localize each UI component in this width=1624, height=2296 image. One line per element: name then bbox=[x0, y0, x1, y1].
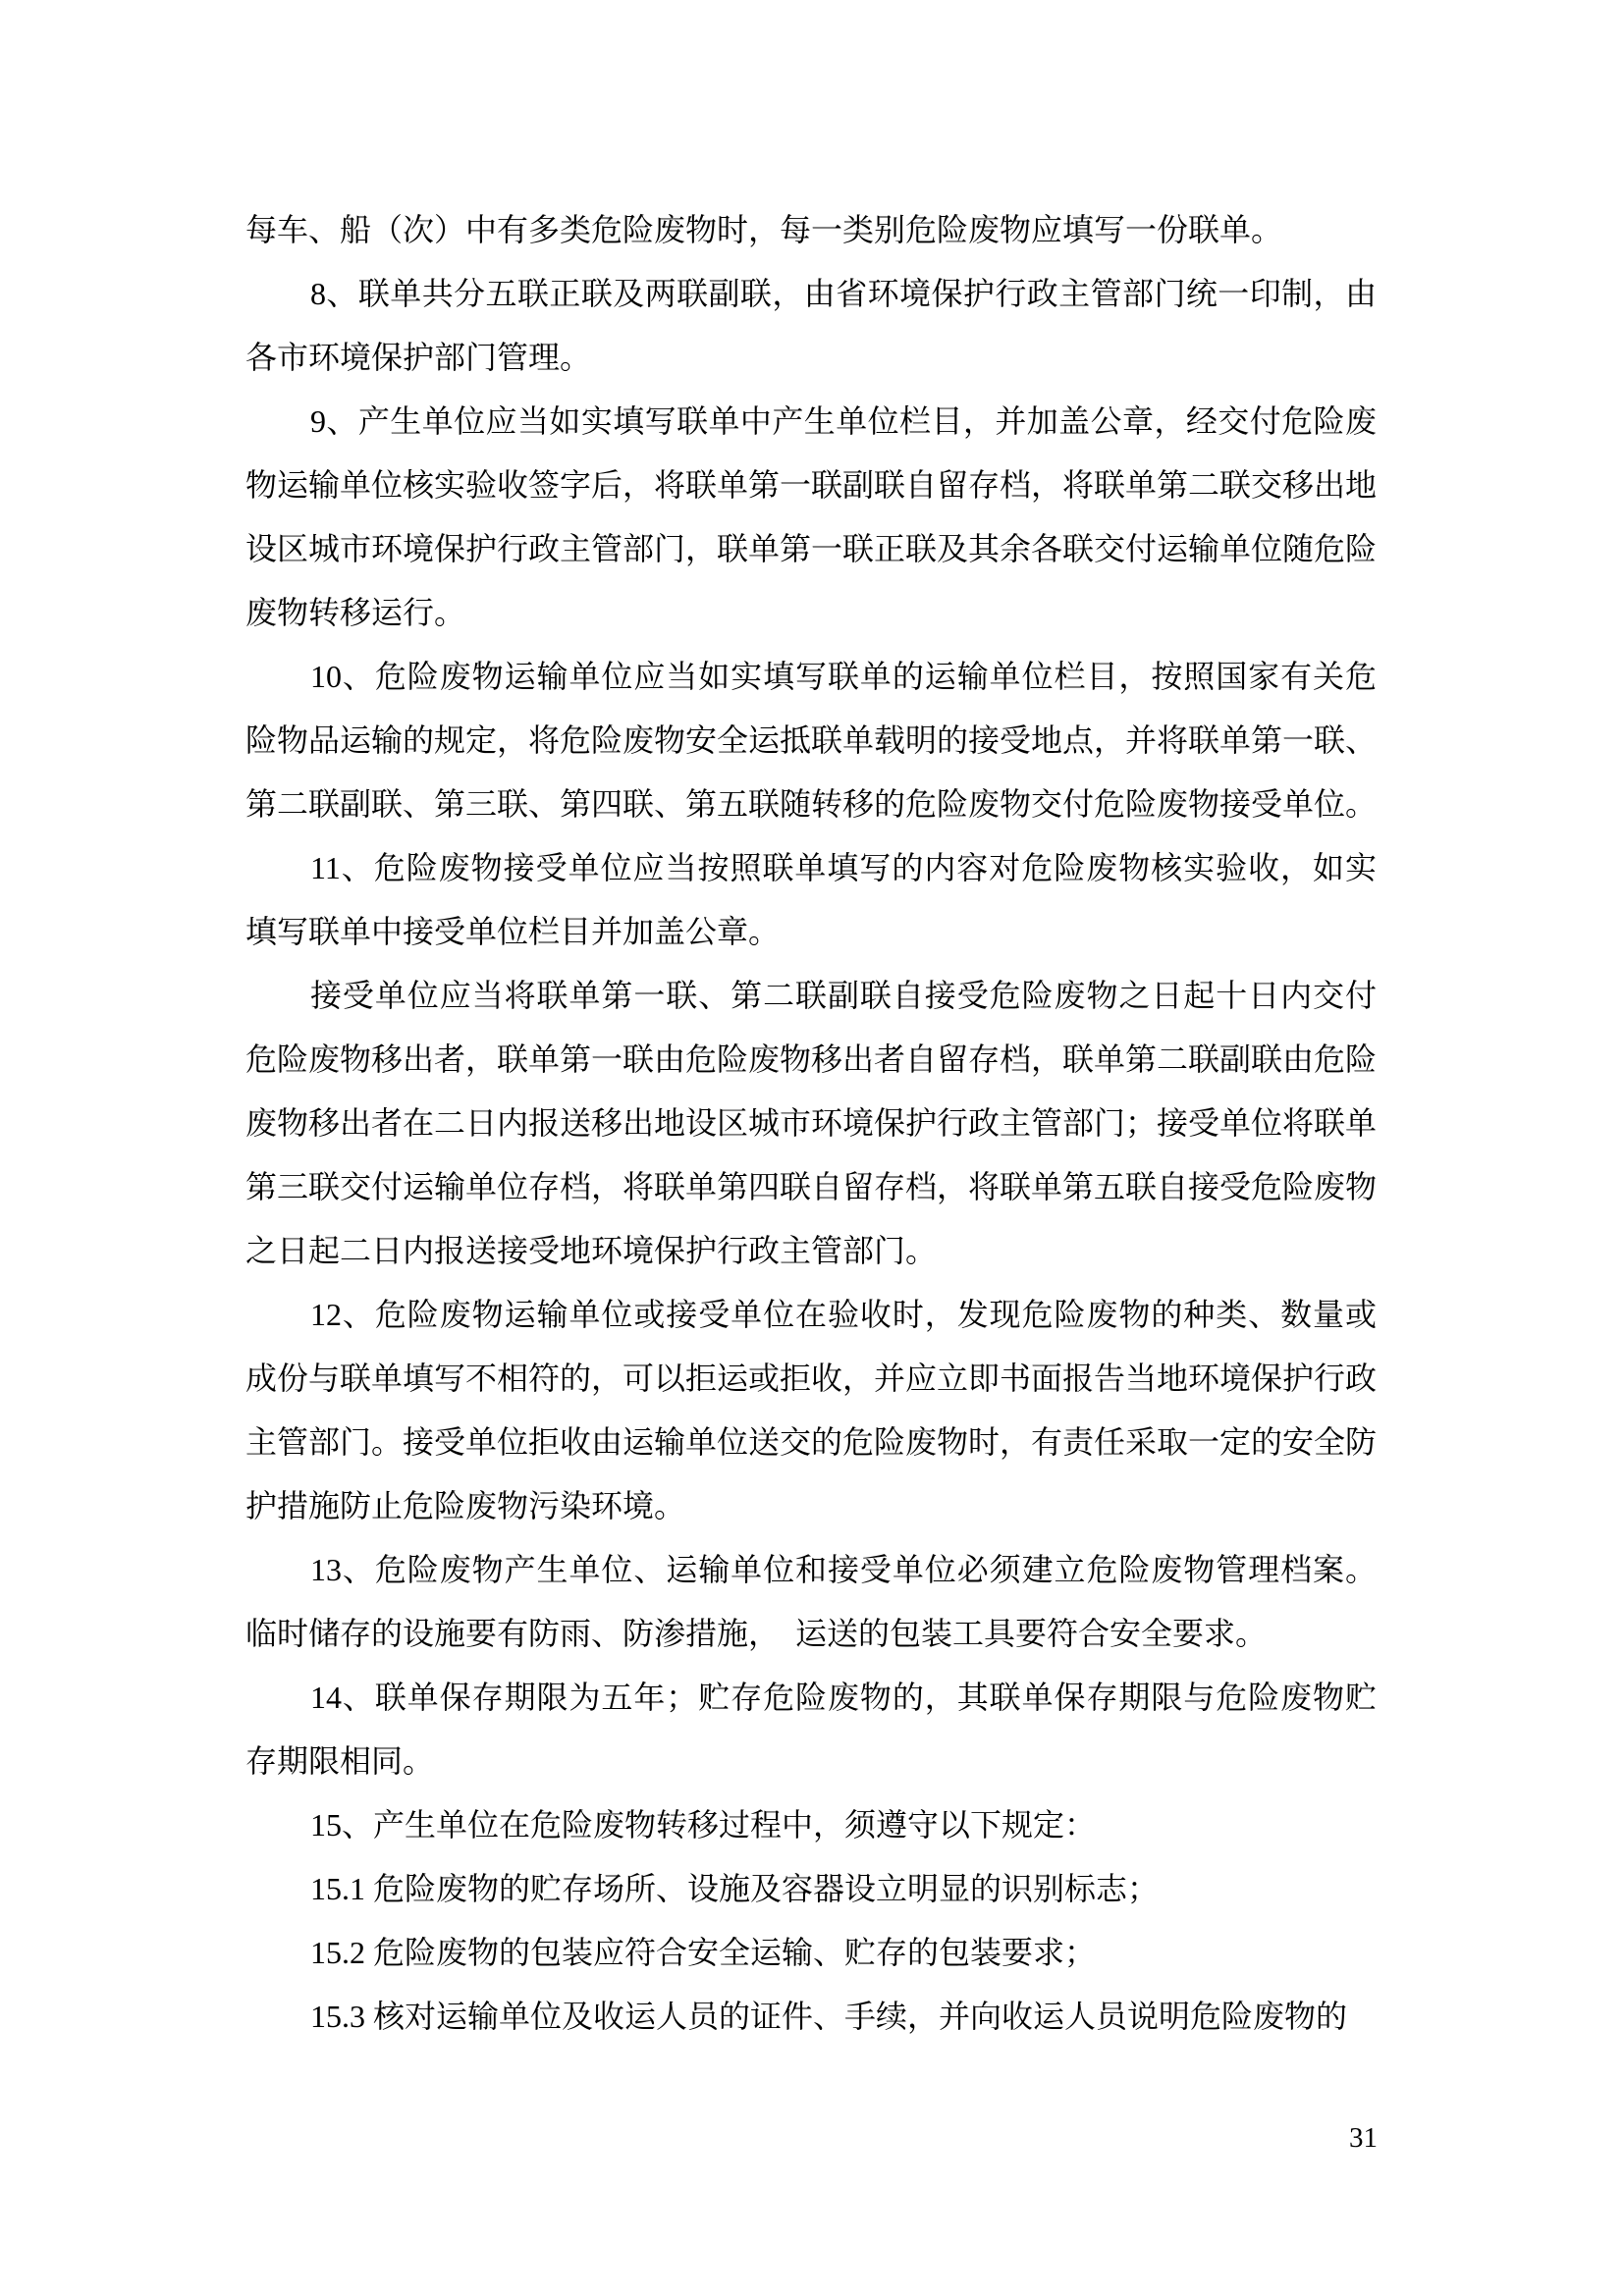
paragraph: 15.3 核对运输单位及收运人员的证件、手续，并向收运人员说明危险废物的 bbox=[310, 1999, 1348, 2034]
document-body bbox=[245, 198, 1377, 2049]
paragraph: 接受单位应当将联单第一联、第二联副联自接受危险废物之日起十日内交付危险废物移出者，联单第一联由危险废物移出者自留存档，联单第二联副联由危险废物移出者在二日内报送移出地设区城市环境保护行政主管部门；接受单位将联单第三联交付运输单位存档，将联单第四联自留存档，将联单第五联自接受危险废物之日起二日内报送接受地环境保护行政主管部门。 bbox=[245, 978, 1378, 1268]
page-number: 31 bbox=[1349, 2122, 1378, 2154]
paragraph: 15、产生单位在危险废物转移过程中，须遵守以下规定： bbox=[310, 1807, 1097, 1842]
paragraph: 13、危险废物产生单位、运输单位和接受单位必须建立危险废物管理档案。临时储存的设施要有防雨、防渗措施， 运送的包装工具要符合安全要求。 bbox=[245, 1552, 1377, 1651]
paragraph: 11、危险废物接受单位应当按照联单填写的内容对危险废物核实验收，如实填写联单中接受单位栏目并加盖公章。 bbox=[245, 850, 1377, 949]
paragraph: 15.2 危险废物的包装应符合安全运输、贮存的包装要求； bbox=[310, 1935, 1097, 1970]
paragraph: 10、危险废物运输单位应当如实填写联单的运输单位栏目，按照国家有关危险物品运输的规定，将危险废物安全运抵联单载明的接受地点，并将联单第一联、第二联副联、第三联、第四联、第五联随转移的危险废物交付危险废物接受单位。 bbox=[245, 659, 1378, 822]
paragraph: 12、危险废物运输单位或接受单位在验收时，发现危险废物的种类、数量或成份与联单填写不相符的，可以拒运或拒收，并应立即书面报告当地环境保护行政主管部门。接受单位拒收由运输单位送交的危险废物时，有责任采取一定的安全防护措施防止危险废物污染环境。 bbox=[245, 1297, 1378, 1523]
paragraph: 9、产生单位应当如实填写联单中产生单位栏目，并加盖公章，经交付危险废物运输单位核实验收签字后，将联单第一联副联自留存档，将联单第二联交移出地设区城市环境保护行政主管部门，联单第一联正联及其余各联交付运输单位随危险废物转移运行。 bbox=[245, 403, 1378, 630]
paragraph: 14、联单保存期限为五年；贮存危险废物的，其联单保存期限与危险废物贮存期限相同。 bbox=[245, 1680, 1377, 1779]
paragraph: 8、联单共分五联正联及两联副联，由省环境保护行政主管部门统一印制，由各市环境保护部门管理。 bbox=[245, 276, 1377, 375]
paragraph: 每车、船（次）中有多类危险废物时，每一类别危险废物应填写一份联单。 bbox=[245, 212, 1283, 247]
paragraph: 15.1 危险废物的贮存场所、设施及容器设立明显的识别标志； bbox=[310, 1871, 1160, 1906]
